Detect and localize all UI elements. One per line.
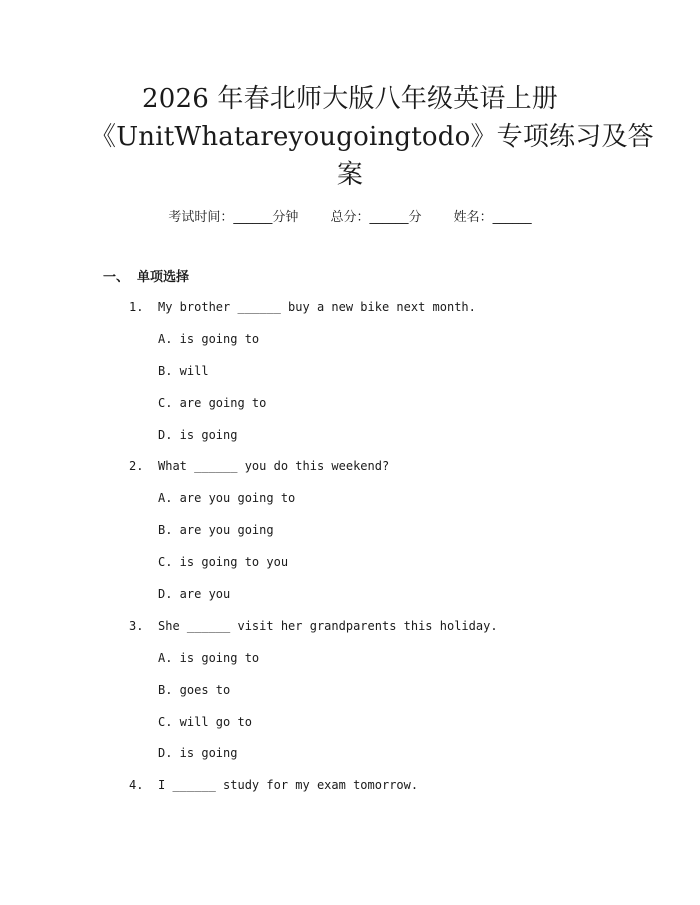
title-line-1: 2026 年春北师大版八年级英语上册 — [141, 84, 559, 114]
section-heading — [103, 266, 189, 285]
question-number: 4. — [129, 778, 144, 792]
question-number: 3. — [129, 619, 144, 633]
answer-option: B. are you going — [158, 523, 274, 537]
exam-time-field: 考试时间：______分钟 — [168, 210, 299, 225]
question-text: My brother ______ buy a new bike next month. — [158, 300, 476, 314]
answer-option: D. are you — [158, 587, 231, 601]
document-title — [90, 80, 654, 194]
total-score-field: 总分：______分 — [330, 210, 422, 225]
answer-option: B. will — [158, 364, 209, 378]
answer-option: B. goes to — [158, 683, 231, 697]
section-number: 一、 — [103, 270, 130, 285]
question-text: She ______ visit her grandparents this holiday. — [158, 619, 498, 633]
answer-option: C. is going to you — [158, 555, 289, 569]
section-title: 单项选择 — [137, 270, 190, 285]
student-name-field: 姓名：______ — [453, 210, 532, 225]
answer-option: C. will go to — [158, 715, 252, 729]
question-number: 2. — [129, 459, 144, 473]
answer-option: D. is going — [158, 428, 238, 442]
answer-option: A. are you going to — [158, 491, 296, 505]
answer-option: D. is going — [158, 746, 238, 760]
question-text: What ______ you do this weekend? — [158, 459, 390, 473]
title-line-3: 案 — [336, 160, 364, 190]
exam-info-line — [0, 206, 700, 225]
answer-option: A. is going to — [158, 332, 260, 346]
question-text: I ______ study for my exam tomorrow. — [158, 778, 419, 792]
answer-option: A. is going to — [158, 651, 260, 665]
question-number: 1. — [129, 300, 144, 314]
title-line-2: 《UnitWhatareyougoingtodo》专项练习及答 — [90, 122, 654, 152]
answer-option: C. are going to — [158, 396, 267, 410]
